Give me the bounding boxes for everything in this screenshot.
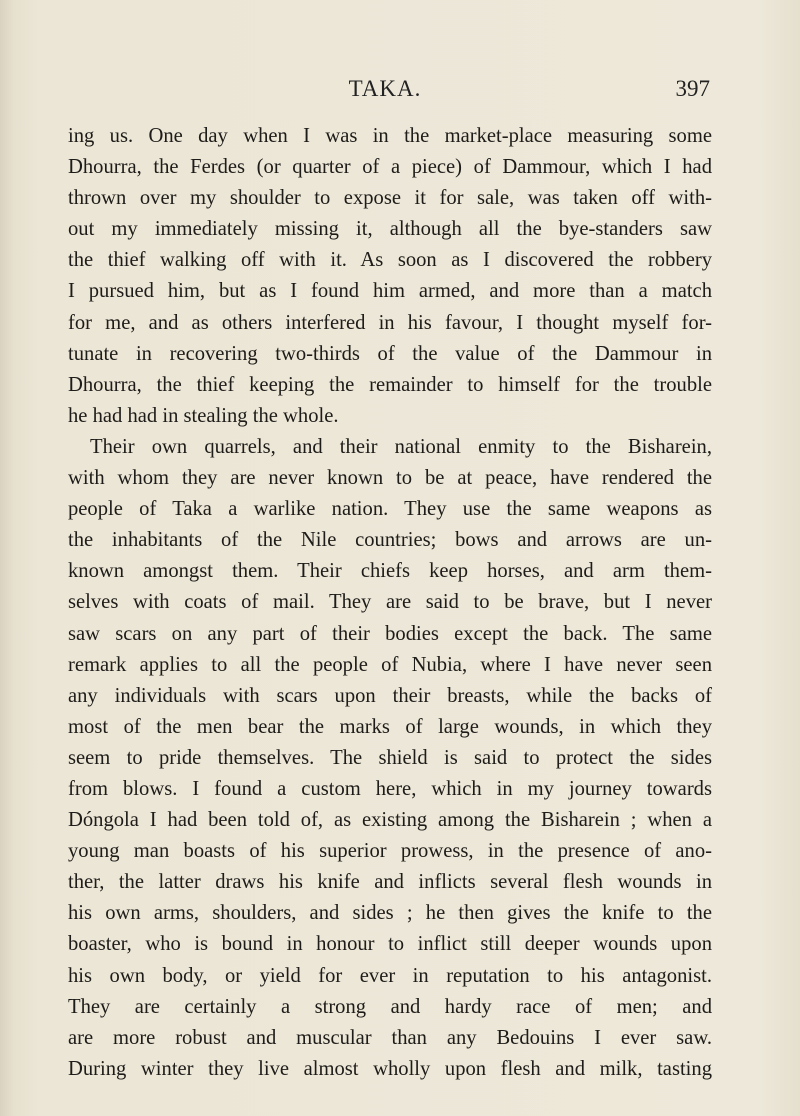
text-line: most of the men bear the marks of large wounds, in which they <box>68 715 712 738</box>
body-text <box>68 121 712 1085</box>
text-line: Dóngola I had been told of, as existing among the Bisharein ; when a <box>68 809 712 832</box>
text-line: boaster, who is bound in honour to inflict still deeper wounds upon <box>68 933 712 956</box>
text-line: with whom they are never known to be at peace, have rendered the <box>68 467 712 490</box>
text-line: seem to pride themselves. The shield is said to protect the sides <box>68 746 712 769</box>
text-line: people of Taka a warlike nation. They use the same weapons as <box>68 498 712 521</box>
text-line: During winter they live almost wholly upon flesh and milk, tasting <box>68 1057 712 1080</box>
running-title: TAKA. <box>348 76 422 101</box>
text-line: Dhourra, the Ferdes (or quarter of a piece) of Dammour, which I had <box>68 156 712 179</box>
text-line: They are certainly a strong and hardy race of men; and <box>68 995 712 1018</box>
text-line: known amongst them. Their chiefs keep horses, and arm them- <box>68 560 712 583</box>
text-line: ing us. One day when I was in the market-place measuring some <box>68 125 712 147</box>
text-line: for me, and as others interfered in his favour, I thought myself for- <box>68 311 712 334</box>
text-line: his own body, or yield for ever in reputation to his antagonist. <box>68 964 712 987</box>
page-header <box>60 76 710 106</box>
text-line: saw scars on any part of their bodies except the back. The same <box>68 622 712 645</box>
text-line: tunate in recovering two-thirds of the value of the Dammour in <box>68 342 712 365</box>
text-line: are more robust and muscular than any Bedouins I ever saw. <box>68 1026 712 1049</box>
text-line: young man boasts of his superior prowess, in the presence of ano- <box>68 840 712 863</box>
text-line: his own arms, shoulders, and sides ; he then gives the knife to the <box>68 902 712 925</box>
text-line: remark applies to all the people of Nubia, where I have never seen <box>68 653 712 676</box>
text-line: the inhabitants of the Nile countries; bows and arrows are un- <box>68 529 712 552</box>
text-line: Dhourra, the thief keeping the remainder to himself for the trouble <box>68 373 712 396</box>
text-line: I pursued him, but as I found him armed, and more than a match <box>68 280 712 303</box>
text-line: the thief walking off with it. As soon as I discovered the robbery <box>68 249 712 272</box>
text-line: from blows. I found a custom here, which in my journey towards <box>68 777 712 800</box>
text-line: ther, the latter draws his knife and inflicts several flesh wounds in <box>68 871 712 894</box>
page-number: 397 <box>675 76 710 101</box>
text-line: any individuals with scars upon their breasts, while the backs of <box>68 684 712 707</box>
text-line: he had had in stealing the whole. <box>68 404 339 427</box>
text-line: selves with coats of mail. They are said to be brave, but I never <box>68 591 712 614</box>
text-line: Their own quarrels, and their national enmity to the Bisharein, <box>90 435 712 458</box>
text-line: thrown over my shoulder to expose it for sale, was taken off with- <box>68 187 712 210</box>
text-line: out my immediately missing it, although all the bye-standers saw <box>68 218 712 241</box>
